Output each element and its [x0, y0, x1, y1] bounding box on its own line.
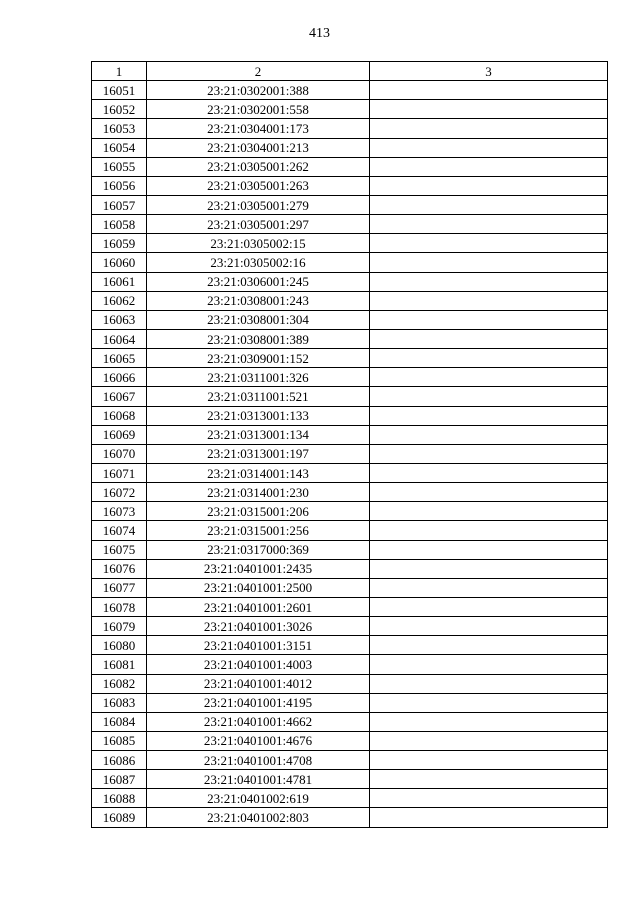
cadastral-number-cell: 23:21:0401001:2601: [147, 597, 370, 616]
table-row: [92, 138, 608, 157]
cadastral-number-cell: 23:21:0305002:16: [147, 253, 370, 272]
cadastral-number-cell: 23:21:0305001:297: [147, 215, 370, 234]
table-row: [92, 253, 608, 272]
table-row: [92, 712, 608, 731]
table-row: [92, 731, 608, 750]
row-number-cell: 16068: [92, 406, 147, 425]
table-row: [92, 808, 608, 827]
row-number-cell: 16054: [92, 138, 147, 157]
note-cell: [370, 272, 608, 291]
note-cell: [370, 444, 608, 463]
row-number-cell: 16069: [92, 425, 147, 444]
row-number-cell: 16081: [92, 655, 147, 674]
row-number-cell: 16059: [92, 234, 147, 253]
cadastral-number-cell: 23:21:0305002:15: [147, 234, 370, 253]
note-cell: [370, 693, 608, 712]
note-cell: [370, 655, 608, 674]
row-number-cell: 16052: [92, 100, 147, 119]
table-row: [92, 310, 608, 329]
note-cell: [370, 119, 608, 138]
cadastral-number-cell: 23:21:0311001:326: [147, 368, 370, 387]
cadastral-number-cell: 23:21:0308001:389: [147, 329, 370, 348]
note-cell: [370, 425, 608, 444]
table-row: [92, 693, 608, 712]
cadastral-number-cell: 23:21:0306001:245: [147, 272, 370, 291]
table-row: [92, 559, 608, 578]
cadastral-number-cell: 23:21:0401001:4195: [147, 693, 370, 712]
cadastral-number-cell: 23:21:0308001:243: [147, 291, 370, 310]
cadastral-number-cell: 23:21:0401001:4676: [147, 731, 370, 750]
row-number-cell: 16071: [92, 463, 147, 482]
table-row: [92, 368, 608, 387]
row-number-cell: 16062: [92, 291, 147, 310]
note-cell: [370, 540, 608, 559]
row-number-cell: 16075: [92, 540, 147, 559]
note-cell: [370, 597, 608, 616]
row-number-cell: 16064: [92, 329, 147, 348]
note-cell: [370, 157, 608, 176]
row-number-cell: 16067: [92, 387, 147, 406]
table-row: [92, 425, 608, 444]
row-number-cell: 16076: [92, 559, 147, 578]
cadastral-number-cell: 23:21:0313001:133: [147, 406, 370, 425]
note-cell: [370, 521, 608, 540]
table-row: [92, 349, 608, 368]
cadastral-number-cell: 23:21:0311001:521: [147, 387, 370, 406]
table-row: [92, 81, 608, 100]
note-cell: [370, 100, 608, 119]
table-row: [92, 463, 608, 482]
cadastral-number-cell: 23:21:0305001:263: [147, 176, 370, 195]
row-number-cell: 16074: [92, 521, 147, 540]
note-cell: [370, 578, 608, 597]
table-row: [92, 521, 608, 540]
row-number-cell: 16089: [92, 808, 147, 827]
note-cell: [370, 195, 608, 214]
note-cell: [370, 617, 608, 636]
row-number-cell: 16083: [92, 693, 147, 712]
cadastral-number-cell: 23:21:0305001:279: [147, 195, 370, 214]
row-number-cell: 16080: [92, 636, 147, 655]
note-cell: [370, 789, 608, 808]
cadastral-number-cell: 23:21:0302001:388: [147, 81, 370, 100]
table-row: [92, 655, 608, 674]
cadastral-number-cell: 23:21:0401001:4708: [147, 751, 370, 770]
row-number-cell: 16056: [92, 176, 147, 195]
note-cell: [370, 291, 608, 310]
column-header-1: 1: [92, 62, 147, 81]
row-number-cell: 16065: [92, 349, 147, 368]
row-number-cell: 16073: [92, 502, 147, 521]
table-row: [92, 157, 608, 176]
row-number-cell: 16066: [92, 368, 147, 387]
row-number-cell: 16079: [92, 617, 147, 636]
table-row: [92, 674, 608, 693]
cadastral-number-cell: 23:21:0309001:152: [147, 349, 370, 368]
note-cell: [370, 483, 608, 502]
cadastral-number-cell: 23:21:0308001:304: [147, 310, 370, 329]
cadastral-number-cell: 23:21:0313001:197: [147, 444, 370, 463]
table-row: [92, 291, 608, 310]
note-cell: [370, 636, 608, 655]
cadastral-number-cell: 23:21:0302001:558: [147, 100, 370, 119]
row-number-cell: 16087: [92, 770, 147, 789]
row-number-cell: 16086: [92, 751, 147, 770]
cadastral-number-cell: 23:21:0314001:143: [147, 463, 370, 482]
cadastral-number-cell: 23:21:0304001:213: [147, 138, 370, 157]
cadastral-number-cell: 23:21:0315001:256: [147, 521, 370, 540]
note-cell: [370, 234, 608, 253]
row-number-cell: 16070: [92, 444, 147, 463]
note-cell: [370, 176, 608, 195]
note-cell: [370, 770, 608, 789]
note-cell: [370, 81, 608, 100]
note-cell: [370, 349, 608, 368]
note-cell: [370, 712, 608, 731]
table-row: [92, 272, 608, 291]
note-cell: [370, 406, 608, 425]
table-row: [92, 789, 608, 808]
cadastral-number-cell: 23:21:0401001:4781: [147, 770, 370, 789]
cadastral-number-cell: 23:21:0304001:173: [147, 119, 370, 138]
table-row: [92, 215, 608, 234]
row-number-cell: 16055: [92, 157, 147, 176]
page-number: 413: [309, 26, 330, 41]
row-number-cell: 16082: [92, 674, 147, 693]
cadastral-number-cell: 23:21:0314001:230: [147, 483, 370, 502]
registry-table: [91, 61, 608, 828]
table-row: [92, 234, 608, 253]
note-cell: [370, 463, 608, 482]
note-cell: [370, 674, 608, 693]
row-number-cell: 16078: [92, 597, 147, 616]
row-number-cell: 16088: [92, 789, 147, 808]
row-number-cell: 16077: [92, 578, 147, 597]
cadastral-number-cell: 23:21:0401001:3026: [147, 617, 370, 636]
row-number-cell: 16072: [92, 483, 147, 502]
table-row: [92, 100, 608, 119]
note-cell: [370, 808, 608, 827]
table-row: [92, 387, 608, 406]
table-row: [92, 444, 608, 463]
note-cell: [370, 751, 608, 770]
table-row: [92, 617, 608, 636]
note-cell: [370, 559, 608, 578]
cadastral-number-cell: 23:21:0313001:134: [147, 425, 370, 444]
note-cell: [370, 502, 608, 521]
table-row: [92, 483, 608, 502]
note-cell: [370, 329, 608, 348]
cadastral-number-cell: 23:21:0317000:369: [147, 540, 370, 559]
table-row: [92, 176, 608, 195]
table-row: [92, 502, 608, 521]
cadastral-number-cell: 23:21:0401001:2435: [147, 559, 370, 578]
note-cell: [370, 731, 608, 750]
cadastral-number-cell: 23:21:0401002:619: [147, 789, 370, 808]
table-body: [92, 81, 608, 827]
cadastral-number-cell: 23:21:0401001:2500: [147, 578, 370, 597]
cadastral-number-cell: 23:21:0401002:803: [147, 808, 370, 827]
row-number-cell: 16084: [92, 712, 147, 731]
row-number-cell: 16051: [92, 81, 147, 100]
note-cell: [370, 310, 608, 329]
row-number-cell: 16057: [92, 195, 147, 214]
column-header-2: 2: [147, 62, 370, 81]
cadastral-number-cell: 23:21:0315001:206: [147, 502, 370, 521]
table-row: [92, 540, 608, 559]
note-cell: [370, 387, 608, 406]
note-cell: [370, 368, 608, 387]
cadastral-number-cell: 23:21:0401001:4012: [147, 674, 370, 693]
table-row: [92, 406, 608, 425]
row-number-cell: 16058: [92, 215, 147, 234]
cadastral-number-cell: 23:21:0401001:3151: [147, 636, 370, 655]
row-number-cell: 16085: [92, 731, 147, 750]
table-row: [92, 119, 608, 138]
cadastral-number-cell: 23:21:0305001:262: [147, 157, 370, 176]
row-number-cell: 16063: [92, 310, 147, 329]
row-number-cell: 16053: [92, 119, 147, 138]
note-cell: [370, 253, 608, 272]
header-row: [92, 62, 608, 81]
table-row: [92, 770, 608, 789]
table-row: [92, 578, 608, 597]
table-row: [92, 195, 608, 214]
table-row: [92, 751, 608, 770]
table-row: [92, 329, 608, 348]
note-cell: [370, 215, 608, 234]
table-row: [92, 636, 608, 655]
row-number-cell: 16060: [92, 253, 147, 272]
row-number-cell: 16061: [92, 272, 147, 291]
note-cell: [370, 138, 608, 157]
cadastral-number-cell: 23:21:0401001:4003: [147, 655, 370, 674]
table-row: [92, 597, 608, 616]
column-header-3: 3: [370, 62, 608, 81]
cadastral-number-cell: 23:21:0401001:4662: [147, 712, 370, 731]
